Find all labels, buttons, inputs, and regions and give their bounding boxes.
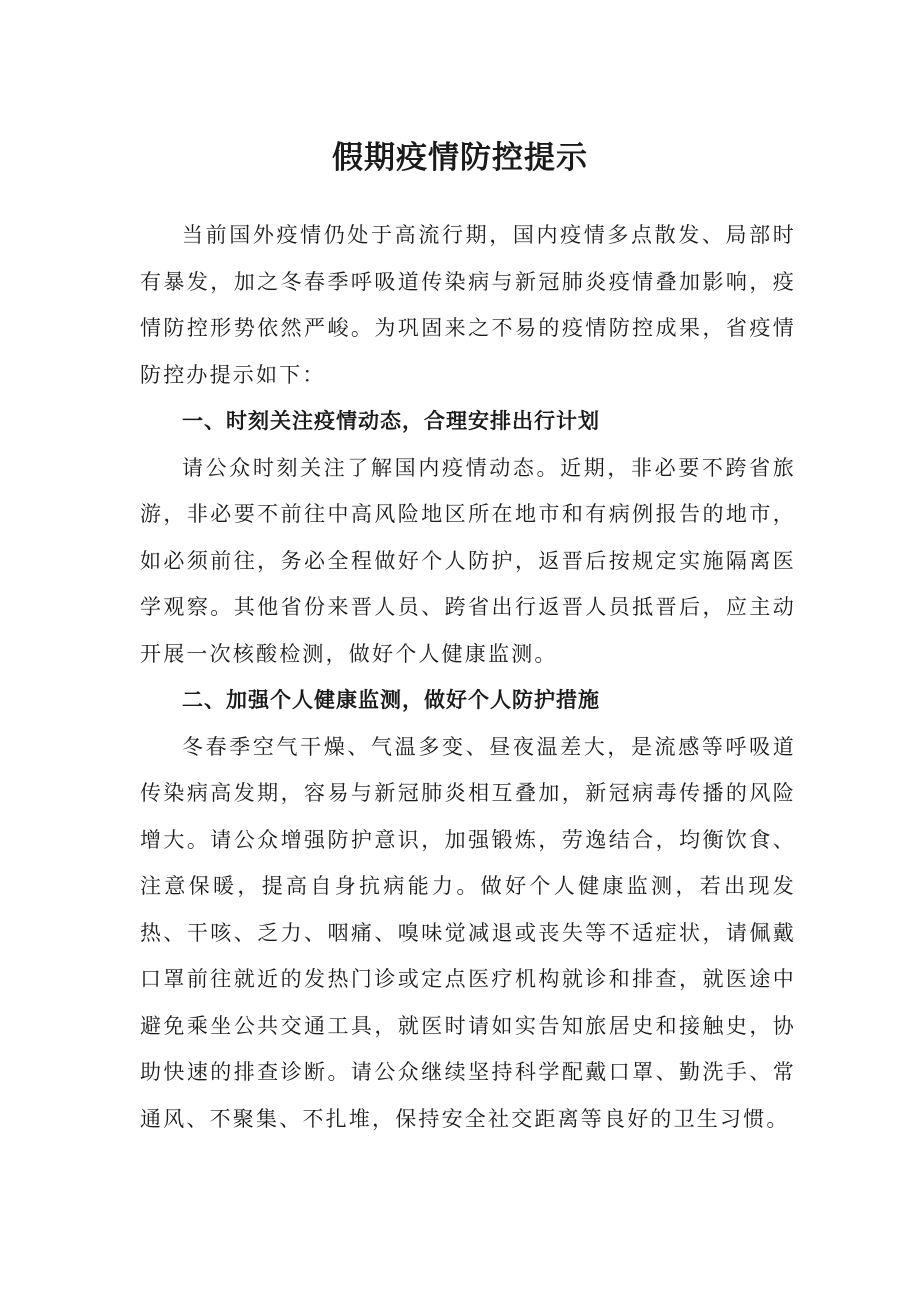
section-heading-1: 一、时刻关注疫情动态，合理安排出行计划	[182, 409, 600, 433]
section-heading-2: 二、加强个人健康监测，做好个人防护措施	[182, 688, 600, 712]
section-body-2: 冬春季空气干燥、气温多变、昼夜温差大，是流感等呼吸道传染病高发期，容易与新冠肺炎相互叠加，新冠病毒传播的风险增大。请公众增强防护意识，加强锻炼，劳逸结合，均衡饮食、注意保暖，提高自身抗病能力。做好个人健康监测，若出现发热、干咳、乏力、咽痛、嗅味觉减退或丧失等不适症状，请佩戴口罩前往就近的发热门诊或定点医疗机构就诊和排查，就医途中避免乘坐公共交通工具，就医时请如实告知旅居史和接触史，协助快速的排查诊断。请公众继续坚持科学配戴口罩、勤洗手、常通风、不聚集、不扎堆，保持安全社交距离等良好的卫生习惯。	[140, 734, 796, 1131]
section-body-1: 请公众时刻关注了解国内疫情动态。近期，非必要不跨省旅游，非必要不前往中高风险地区所在地市和有病例报告的地市，如必须前往，务必全程做好个人防护，返晋后按规定实施隔离医学观察。其他省份来晋人员、跨省出行返晋人员抵晋后，应主动开展一次核酸检测，做好个人健康监测。	[140, 455, 796, 666]
document-title: 假期疫情防控提示	[332, 140, 588, 176]
intro-paragraph: 当前国外疫情仍处于高流行期，国内疫情多点散发、局部时有暴发，加之冬春季呼吸道传染病与新冠肺炎疫情叠加影响，疫情防控形势依然严峻。为巩固来之不易的疫情防控成果，省疫情防控办提示如下：	[140, 223, 796, 387]
document-body	[140, 212, 796, 1142]
